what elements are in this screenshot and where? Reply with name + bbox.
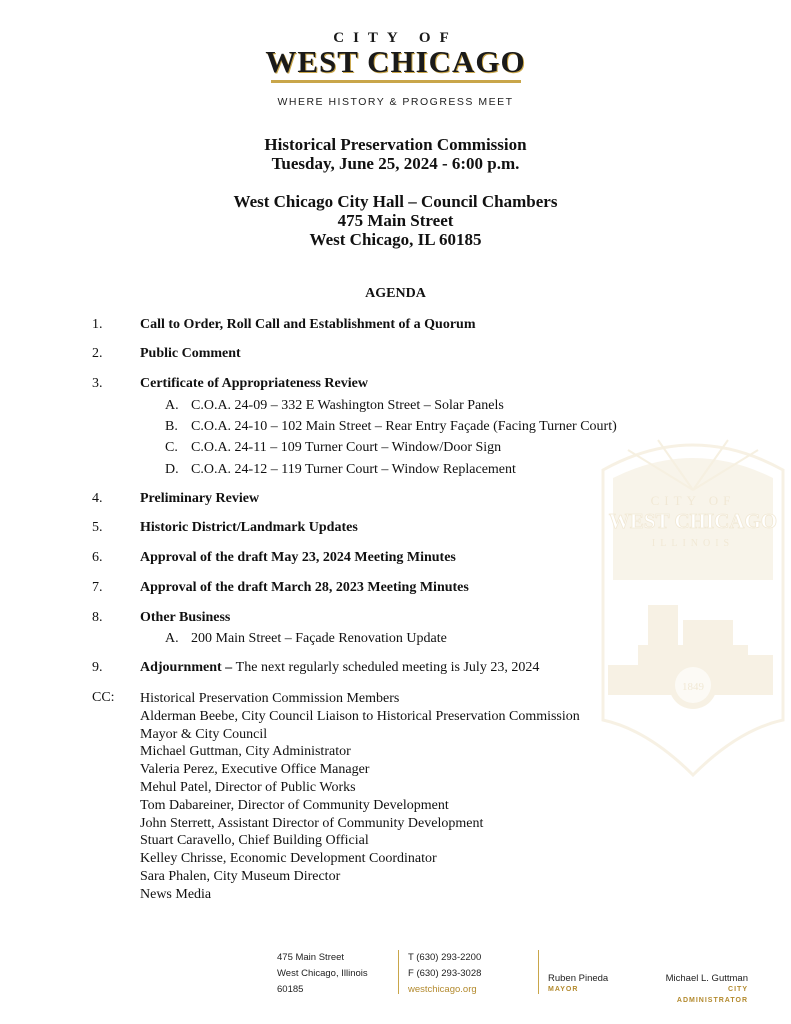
address-line: 475 Main Street <box>277 952 345 963</box>
mayor-title: MAYOR <box>548 986 579 993</box>
logo-tagline: WHERE HISTORY & PROGRESS MEET <box>277 96 514 108</box>
subitem-letter: A. <box>165 398 179 413</box>
footer-mayor <box>548 973 608 995</box>
item-label: Approval of the draft March 28, 2023 Meeting Minutes <box>140 580 469 595</box>
footer-contact <box>408 950 481 998</box>
item-number: 9. <box>92 660 103 675</box>
cc-recipient: Historical Preservation Commission Members <box>140 691 400 706</box>
seal-state: ILLINOIS <box>651 538 735 549</box>
item-label: Historic District/Landmark Updates <box>140 520 358 535</box>
cc-label: CC: <box>92 690 115 705</box>
cc-recipient: Stuart Caravello, Chief Building Official <box>140 833 369 849</box>
mayor-name: Ruben Pineda <box>548 973 609 984</box>
cc-recipient: Mayor & City Council <box>140 726 268 742</box>
city-seal-watermark <box>588 430 791 780</box>
seal-city-of: CITY OF <box>650 493 736 508</box>
item-number: 3. <box>92 376 103 391</box>
website-link[interactable]: westchicago.org <box>408 984 477 995</box>
letterhead-footer <box>0 950 791 1010</box>
subitem-letter: A. <box>165 631 179 646</box>
footer-address <box>277 950 368 998</box>
footer-divider <box>538 950 539 994</box>
footer-administrator <box>656 973 748 1006</box>
cc-recipient: News Media <box>140 886 212 902</box>
item-label: Preliminary Review <box>140 491 260 506</box>
subitem-letter: C. <box>165 440 178 455</box>
subitem-text: C.O.A. 24-11 – 109 Turner Court – Window/Door Sign <box>191 440 502 455</box>
logo-city-of: CITY OF <box>333 30 458 46</box>
item-label: Public Comment <box>140 346 241 361</box>
item-label: Certificate of Appropriateness Review <box>140 376 368 391</box>
cc-recipient: Michael Guttman, City Administrator <box>140 744 351 760</box>
item-number: 4. <box>92 491 103 506</box>
address-line: 60185 <box>277 984 304 995</box>
venue-name: West Chicago City Hall – Council Chambers <box>233 192 558 211</box>
meeting-date: Tuesday, June 25, 2024 - 6:00 p.m. <box>271 154 520 173</box>
item-number: 8. <box>92 610 103 625</box>
cc-recipient: Tom Dabareiner, Director of Community Development <box>140 797 449 813</box>
cc-recipient: Sara Phalen, City Museum Director <box>140 868 341 884</box>
subitem-text: C.O.A. 24-09 – 332 E Washington Street – Solar Panels <box>191 398 504 413</box>
item-label: Approval of the draft May 23, 2024 Meeting Minutes <box>140 550 456 565</box>
item-label: Other Business <box>140 610 231 625</box>
cc-recipient: Alderman Beebe, City Council Liaison to Historical Preservation Commission <box>140 708 580 724</box>
logo-gold-rule <box>271 80 521 83</box>
cc-recipient: Mehul Patel, Director of Public Works <box>140 779 356 795</box>
subitem-text: C.O.A. 24-10 – 102 Main Street – Rear Entry Façade (Facing Turner Court) <box>191 419 617 434</box>
phone-number: T (630) 293-2200 <box>408 952 482 963</box>
footer-divider <box>398 950 399 994</box>
seal-year: 1849 <box>682 681 704 693</box>
item-label: Call to Order, Roll Call and Establishment of a Quorum <box>140 317 476 332</box>
cc-recipient: Kelley Chrisse, Economic Development Coordinator <box>140 851 437 867</box>
adjournment-label: Adjournment – <box>140 660 233 675</box>
subitem-letter: B. <box>165 419 178 434</box>
administrator-name: Michael L. Guttman <box>665 973 748 984</box>
item-number: 7. <box>92 580 103 595</box>
cc-recipient: Valeria Perez, Executive Office Manager <box>140 762 370 778</box>
cc-recipient: John Sterrett, Assistant Director of Community Development <box>140 815 484 831</box>
administrator-title: CITY ADMINISTRATOR <box>676 986 748 1004</box>
subitem-text: 200 Main Street – Façade Renovation Update <box>191 631 447 646</box>
commission-title: Historical Preservation Commission <box>264 135 527 154</box>
subitem-letter: D. <box>165 462 179 477</box>
cc-recipient-list <box>140 690 580 904</box>
seal-city-name: WEST CHICAGO <box>608 509 778 533</box>
fax-number: F (630) 293-3028 <box>408 968 482 979</box>
logo-city-name: WEST CHICAGO <box>265 44 526 79</box>
item-number: 6. <box>92 550 103 565</box>
agenda-heading: AGENDA <box>365 286 426 301</box>
item-label <box>140 659 539 676</box>
venue-street: 475 Main Street <box>337 211 454 230</box>
subitem-text: C.O.A. 24-12 – 119 Turner Court – Window Replacement <box>191 462 516 477</box>
item-number: 1. <box>92 317 103 332</box>
venue-city: West Chicago, IL 60185 <box>309 230 482 249</box>
item-number: 5. <box>92 520 103 535</box>
address-line: West Chicago, Illinois <box>277 968 368 979</box>
adjournment-note: The next regularly scheduled meeting is July 23, 2024 <box>235 660 540 675</box>
city-logo <box>0 30 791 108</box>
item-number: 2. <box>92 346 103 361</box>
